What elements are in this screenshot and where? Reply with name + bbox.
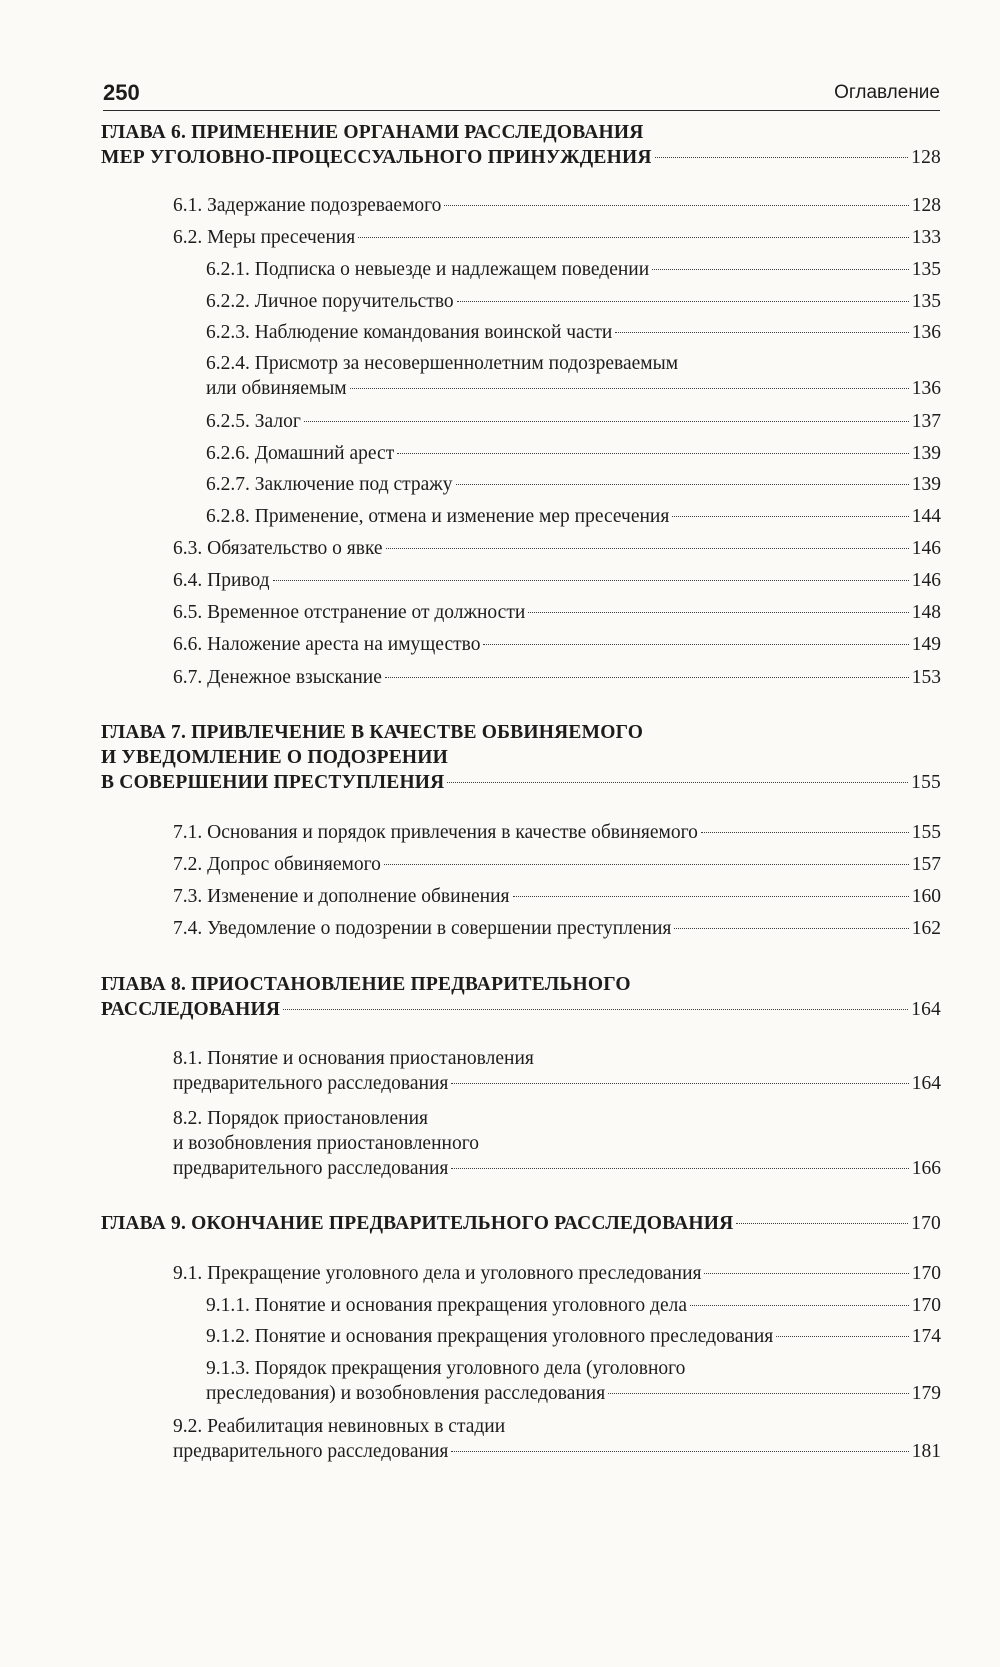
toc-entry-title-line: 6.5. Временное отстранение от должности [173, 602, 526, 623]
toc-page-number: 164 [911, 1073, 941, 1094]
toc-entry-last-line [173, 600, 941, 625]
toc-page-number: 128 [911, 147, 941, 168]
toc-page-number: 153 [911, 667, 941, 688]
toc-entry-subsection [206, 257, 941, 282]
toc-entry-last-line [206, 376, 941, 401]
toc-page-number: 135 [911, 259, 941, 280]
toc-entry-section [173, 916, 941, 941]
toc-entry-section [173, 820, 941, 845]
toc-page-number: 157 [911, 854, 941, 875]
dot-leader [483, 644, 908, 645]
dot-leader [451, 1168, 908, 1169]
toc-entry-last-line [173, 916, 941, 941]
toc-entry-title-line: 6.3. Обязательство о явке [173, 538, 383, 559]
toc-entry-section [173, 193, 941, 218]
dot-leader [397, 453, 909, 454]
toc-entry-last-line [173, 632, 941, 657]
dot-leader [457, 301, 909, 302]
toc-entry-title-line: преследования) и возобновления расследования [206, 1383, 606, 1404]
dot-leader [776, 1336, 908, 1337]
toc-entry-section [173, 1106, 941, 1181]
toc-entry-title-line: 9.1.2. Понятие и основания прекращения уголовного преследования [206, 1326, 774, 1347]
toc-entry-last-line [173, 852, 941, 877]
toc-page-number: 164 [911, 999, 941, 1020]
toc-entry-last-line [206, 289, 941, 314]
toc-entry-title-line: 7.3. Изменение и дополнение обвинения [173, 886, 510, 907]
toc-entry-title-line: 7.2. Допрос обвиняемого [173, 854, 381, 875]
toc-entry-section [173, 1046, 941, 1096]
dot-leader [447, 782, 908, 783]
toc-entry-subsection [206, 1293, 941, 1318]
dot-leader [385, 677, 909, 678]
running-head [103, 74, 940, 111]
toc-page-number: 174 [911, 1326, 941, 1347]
toc-entry-last-line [101, 997, 941, 1022]
toc-entry-section [173, 225, 941, 250]
toc-entry-section [173, 632, 941, 657]
toc-page-number: 170 [911, 1295, 941, 1316]
toc-entry-last-line [173, 665, 941, 690]
dot-leader [608, 1393, 909, 1394]
dot-leader [701, 832, 909, 833]
toc-entry-last-line [173, 884, 941, 909]
page-number: 250 [103, 80, 140, 105]
toc-entry-subsection [206, 409, 941, 434]
toc-entry-title-line: 6.2.8. Применение, отмена и изменение мер пресечения [206, 506, 670, 527]
toc-entry-title-line: предварительного расследования [173, 1158, 449, 1179]
toc-entry-title-line: ГЛАВА 8. ПРИОСТАНОВЛЕНИЕ ПРЕДВАРИТЕЛЬНОГО [101, 974, 631, 995]
dot-leader [384, 864, 909, 865]
toc-entry-title-line: В СОВЕРШЕНИИ ПРЕСТУПЛЕНИЯ [101, 772, 445, 793]
toc-entry-subsection [206, 351, 941, 401]
toc-page-number: 136 [911, 322, 941, 343]
toc-entry-last-line [173, 568, 941, 593]
toc-page-number: 146 [911, 538, 941, 559]
toc-entry-chapter [101, 720, 941, 795]
dot-leader [672, 516, 908, 517]
toc-page-number: 155 [911, 822, 941, 843]
toc-entry-last-line [173, 1261, 941, 1286]
toc-entry-last-line [173, 225, 941, 250]
toc-entry-title-line: ГЛАВА 7. ПРИВЛЕЧЕНИЕ В КАЧЕСТВЕ ОБВИНЯЕМОГО [101, 722, 644, 743]
toc-entry-subsection [206, 1324, 941, 1349]
toc-entry-last-line [173, 1156, 941, 1181]
toc-entry-title-line: РАССЛЕДОВАНИЯ [101, 999, 281, 1020]
toc-entry-title-line: 9.1.1. Понятие и основания прекращения уголовного дела [206, 1295, 688, 1316]
dot-leader [451, 1083, 908, 1084]
toc-entry-last-line [173, 536, 941, 561]
running-head-title: Оглавление [834, 82, 940, 103]
toc-entry-last-line [173, 820, 941, 845]
toc-entry-title-line: МЕР УГОЛОВНО-ПРОЦЕССУАЛЬНОГО ПРИНУЖДЕНИЯ [101, 147, 652, 168]
toc-page-number: 144 [911, 506, 941, 527]
toc-entry-section [173, 568, 941, 593]
toc-entry-title-line: 6.6. Наложение ареста на имущество [173, 634, 481, 655]
toc-entry-title-line: ГЛАВА 9. ОКОНЧАНИЕ ПРЕДВАРИТЕЛЬНОГО РАССЛЕДОВАНИЯ [101, 1213, 734, 1234]
toc-entry-title-line: 6.2.6. Домашний арест [206, 443, 395, 464]
toc-entry-title-line: 9.2. Реабилитация невиновных в стадии [173, 1416, 506, 1437]
toc-entry-title-line: ГЛАВА 6. ПРИМЕНЕНИЕ ОРГАНАМИ РАССЛЕДОВАНИЯ [101, 122, 644, 143]
toc-entry-subsection [206, 441, 941, 466]
toc-entry-title-line: 9.1.3. Порядок прекращения уголовного дела (уголовного [206, 1358, 686, 1379]
dot-leader [513, 896, 909, 897]
toc-entry-title-line: 6.7. Денежное взыскание [173, 667, 382, 688]
toc-page-number: 133 [911, 227, 941, 248]
dot-leader [350, 388, 909, 389]
dot-leader [273, 580, 909, 581]
toc-entry-title-line: 6.2. Меры пресечения [173, 227, 356, 248]
toc-entry-last-line [206, 257, 941, 282]
dot-leader [736, 1223, 908, 1224]
toc-entry-subsection [206, 504, 941, 529]
toc-entry-chapter [101, 972, 941, 1022]
toc-entry-title-line: 6.2.2. Личное поручительство [206, 291, 454, 312]
toc-page-number: 136 [911, 378, 941, 399]
toc-entry-last-line [206, 320, 941, 345]
toc-entry-section [173, 536, 941, 561]
toc-page-number: 146 [911, 570, 941, 591]
toc-page-number: 139 [911, 474, 941, 495]
toc-page-number: 181 [911, 1441, 941, 1462]
toc-page-number: 170 [911, 1263, 941, 1284]
toc-entry-title-line: и возобновления приостановленного [173, 1133, 479, 1154]
toc-entry-subsection [206, 320, 941, 345]
toc-page-number: 149 [911, 634, 941, 655]
dot-leader [358, 237, 908, 238]
toc-entry-subsection [206, 1356, 941, 1406]
dot-leader [655, 157, 909, 158]
toc-entry-title-line: предварительного расследования [173, 1073, 449, 1094]
dot-leader [304, 421, 909, 422]
toc-entry-title-line: 6.2.1. Подписка о невыезде и надлежащем поведении [206, 259, 650, 280]
toc-entry-section [173, 884, 941, 909]
toc-entry-subsection [206, 289, 941, 314]
toc-entry-title-line: И УВЕДОМЛЕНИЕ О ПОДОЗРЕНИИ [101, 747, 449, 768]
toc-page-number: 162 [911, 918, 941, 939]
dot-leader [704, 1273, 908, 1274]
dot-leader [615, 332, 908, 333]
toc-page-number: 160 [911, 886, 941, 907]
toc-entry-last-line [173, 1071, 941, 1096]
toc-entry-title-line: 8.1. Понятие и основания приостановления [173, 1048, 534, 1069]
dot-leader [690, 1305, 909, 1306]
toc-entry-last-line [173, 193, 941, 218]
toc-page-number: 179 [911, 1383, 941, 1404]
toc-entry-title-line: 7.4. Уведомление о подозрении в совершении преступления [173, 918, 672, 939]
toc-page-number: 135 [911, 291, 941, 312]
toc-entry-last-line [101, 1211, 941, 1236]
toc-entry-last-line [206, 1324, 941, 1349]
toc-entry-last-line [101, 145, 941, 170]
toc-entry-title-line: 6.2.4. Присмотр за несовершеннолетним подозреваемым [206, 353, 679, 374]
dot-leader [283, 1009, 908, 1010]
toc-page-number: 128 [911, 195, 941, 216]
toc-entry-title-line: или обвиняемым [206, 378, 347, 399]
toc-entry-last-line [206, 472, 941, 497]
toc-page-number: 148 [911, 602, 941, 623]
dot-leader [652, 269, 909, 270]
toc-entry-last-line [101, 770, 941, 795]
toc-entry-section [173, 600, 941, 625]
toc-entry-section [173, 1414, 941, 1464]
toc-entry-last-line [206, 1381, 941, 1406]
toc-entry-title-line: 6.2.7. Заключение под стражу [206, 474, 453, 495]
toc-entry-title-line: 7.1. Основания и порядок привлечения в качестве обвиняемого [173, 822, 698, 843]
toc-entry-section [173, 852, 941, 877]
toc-entry-title-line: 6.2.5. Залог [206, 411, 301, 432]
toc-entry-subsection [206, 472, 941, 497]
toc-entry-last-line [206, 441, 941, 466]
dot-leader [386, 548, 909, 549]
toc-entry-title-line: 6.2.3. Наблюдение командования воинской части [206, 322, 613, 343]
toc-entry-last-line [206, 409, 941, 434]
toc-entry-title-line: 8.2. Порядок приостановления [173, 1108, 428, 1129]
toc-entry-title-line: 6.4. Привод [173, 570, 270, 591]
dot-leader [674, 928, 908, 929]
dot-leader [528, 612, 908, 613]
toc-page-number: 170 [911, 1213, 941, 1234]
toc-entry-last-line [206, 504, 941, 529]
toc-page-number: 137 [911, 411, 941, 432]
toc-entry-title-line: предварительного расследования [173, 1441, 449, 1462]
toc-page-number: 166 [911, 1158, 941, 1179]
dot-leader [456, 484, 909, 485]
toc-entry-chapter [101, 120, 941, 170]
dot-leader [451, 1451, 908, 1452]
toc-entry-last-line [173, 1439, 941, 1464]
dot-leader [444, 205, 908, 206]
toc-entry-last-line [206, 1293, 941, 1318]
toc-entry-title-line: 6.1. Задержание подозреваемого [173, 195, 442, 216]
toc-entry-section [173, 1261, 941, 1286]
toc-entry-title-line: 9.1. Прекращение уголовного дела и уголовного преследования [173, 1263, 702, 1284]
toc-page-number: 155 [911, 772, 941, 793]
toc-entry-section [173, 665, 941, 690]
toc-entry-chapter [101, 1211, 941, 1236]
toc-page-number: 139 [911, 443, 941, 464]
